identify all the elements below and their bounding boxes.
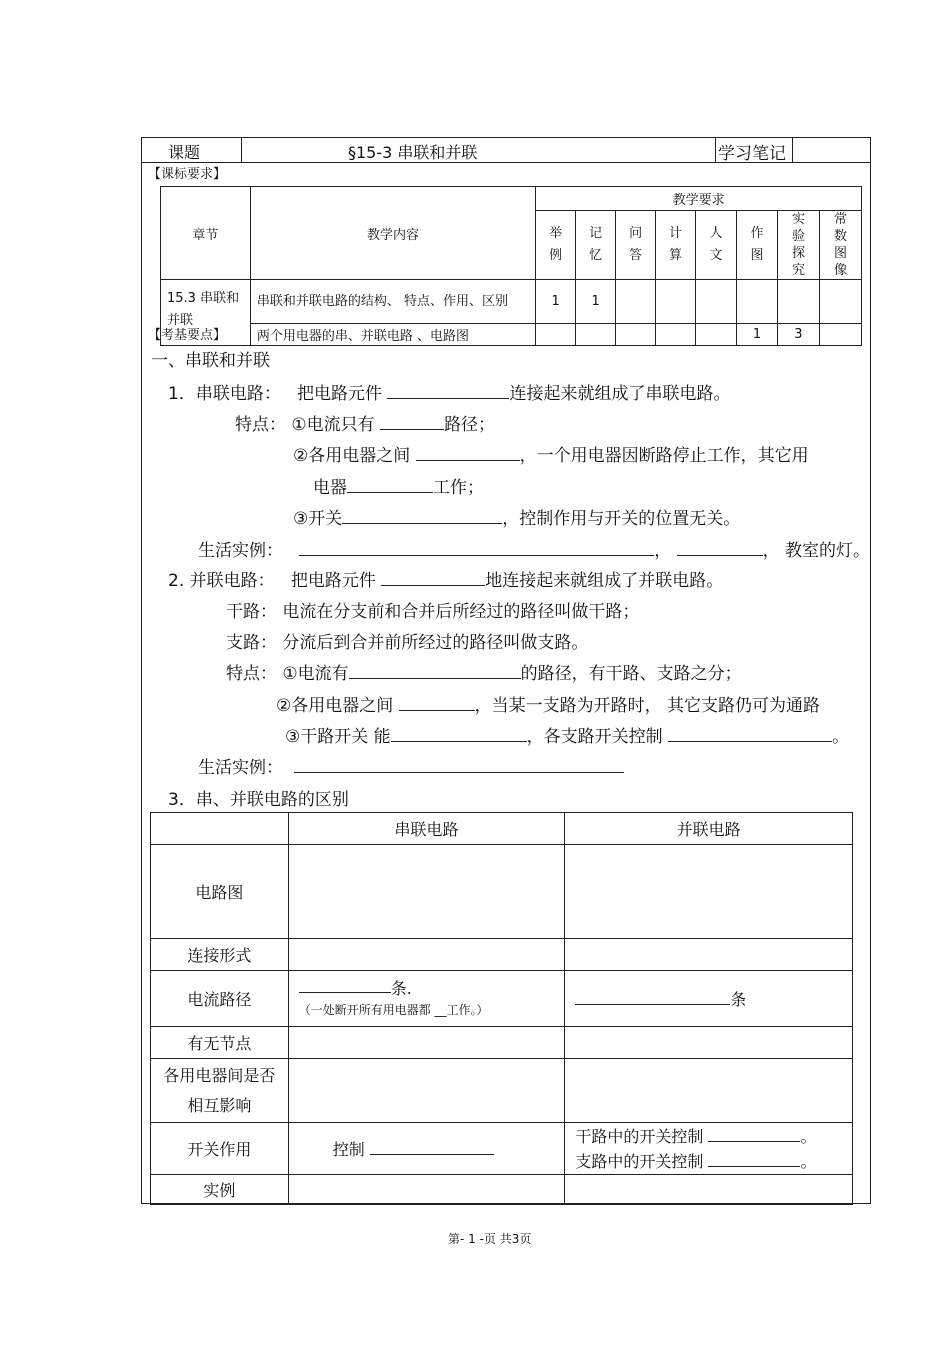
- cell[interactable]: [288, 845, 565, 939]
- cell-parallel-switch[interactable]: [565, 1123, 853, 1175]
- text: ，当某一支路为开路时， 其它支路仍可为通路: [474, 696, 821, 716]
- subcol: 常数图像: [819, 211, 861, 280]
- compare-table: [150, 812, 853, 1205]
- val: 1: [536, 280, 576, 324]
- blank-field[interactable]: [399, 692, 475, 711]
- series-feature-1: [235, 410, 495, 435]
- text: ， 教室的灯。: [762, 541, 871, 561]
- cell-series-switch[interactable]: [288, 1123, 565, 1175]
- text: ，各支路开关控制: [526, 727, 663, 747]
- blank-field[interactable]: [347, 474, 433, 493]
- chapter-name: 15.3 串联和并联: [161, 280, 251, 346]
- val: 3: [777, 324, 819, 346]
- corner-cell: [151, 813, 289, 845]
- text: 特点： ①电流有: [226, 664, 349, 684]
- life-example-2: [198, 753, 624, 778]
- parallel-label: 2. 并联电路：: [168, 571, 275, 591]
- blank-field[interactable]: [299, 976, 391, 994]
- parallel-feature-3: [285, 722, 849, 747]
- blank-field[interactable]: [380, 411, 444, 430]
- section-title: 一、串联和并联: [151, 351, 270, 371]
- path-note: （一处断开所有用电器都 __工作。）: [298, 1003, 489, 1018]
- text: 工作；: [433, 478, 484, 498]
- blank-field[interactable]: [677, 537, 763, 556]
- val: 1: [737, 324, 778, 346]
- parallel-feature-2: [276, 691, 820, 716]
- val: [656, 324, 696, 346]
- text: ，: [654, 541, 672, 561]
- cell[interactable]: [565, 1027, 853, 1059]
- series-feature-2b: [313, 473, 484, 498]
- cell[interactable]: [288, 1027, 565, 1059]
- cell[interactable]: [565, 845, 853, 939]
- blank-field[interactable]: [708, 1124, 800, 1142]
- text: 的路径，有干路、支路之分；: [520, 664, 742, 684]
- text: 条.: [390, 978, 412, 998]
- text: 。: [832, 727, 850, 747]
- blank-field[interactable]: [387, 380, 509, 399]
- row-interaction: 各用电器间是否相互影响: [151, 1059, 289, 1123]
- text: 连接起来就组成了串联电路。: [509, 384, 731, 404]
- row-diagram: 电路图: [151, 845, 289, 939]
- text: ①电流只有: [291, 415, 375, 435]
- series-label: 1．串联电路：: [168, 384, 281, 404]
- val: 1: [576, 280, 616, 324]
- blank-field[interactable]: [668, 723, 832, 742]
- subcol: 实验探究: [777, 211, 819, 280]
- text: 控制: [332, 1140, 365, 1159]
- cell[interactable]: [565, 939, 853, 971]
- row-content: 两个用电器的串、并联电路 、电路图: [250, 324, 535, 346]
- blank-field[interactable]: [370, 1137, 494, 1155]
- val: [696, 280, 737, 324]
- text: ③开关: [293, 509, 343, 529]
- parallel-line: [168, 566, 723, 591]
- series-line: [168, 379, 730, 404]
- val: [656, 280, 696, 324]
- val: [819, 280, 861, 324]
- val: [576, 324, 616, 346]
- col-parallel: 并联电路: [565, 813, 853, 845]
- col-series: 串联电路: [288, 813, 565, 845]
- header-label: 课题: [168, 143, 201, 162]
- row-example: 实例: [151, 1175, 289, 1205]
- blank-field[interactable]: [342, 505, 502, 524]
- subcol: 作图: [737, 211, 778, 280]
- series-feature-3: [293, 504, 740, 529]
- kebiao-table: [160, 186, 862, 346]
- life-example-1: [198, 536, 870, 561]
- row-connection: 连接形式: [151, 939, 289, 971]
- val: [616, 280, 656, 324]
- row-switch: 开关作用: [151, 1123, 289, 1175]
- cell[interactable]: [288, 939, 565, 971]
- text: 干路中的开关控制: [575, 1126, 704, 1146]
- header-divider-v1: [241, 137, 242, 163]
- blank-field[interactable]: [416, 442, 520, 461]
- kebiao-heading: 【课标要求】: [148, 167, 227, 182]
- text: 把电路元件: [297, 384, 383, 404]
- subcol: 计算: [656, 211, 696, 280]
- text: 特点：: [235, 415, 286, 435]
- cell[interactable]: [288, 1059, 565, 1123]
- cell-series-path[interactable]: [288, 971, 565, 1027]
- row-current-path: 电流路径: [151, 971, 289, 1027]
- text: ②各用电器之间: [276, 696, 394, 716]
- page-number: 第- 1 -页 共3页: [448, 1232, 532, 1246]
- blank-field[interactable]: [381, 567, 485, 586]
- col-chapter: 章节: [161, 187, 251, 280]
- blank-field[interactable]: [575, 987, 730, 1005]
- text: ③干路开关 能: [285, 727, 391, 747]
- subcol: 举例: [536, 211, 576, 280]
- branch-def: 支路： 分流后到合并前所经过的路径叫做支路。: [226, 633, 589, 653]
- cell[interactable]: [565, 1175, 853, 1205]
- text: 生活实例：: [198, 758, 283, 778]
- page-title: §15-3 串联和并联: [348, 143, 478, 162]
- col-req: 教学要求: [536, 187, 862, 211]
- val: [536, 324, 576, 346]
- text: 条: [730, 990, 747, 1009]
- notes-label: 学习笔记: [718, 144, 786, 164]
- row-node: 有无节点: [151, 1027, 289, 1059]
- section-3-title: 3．串、并联电路的区别: [168, 790, 349, 810]
- val: [777, 280, 819, 324]
- col-content: 教学内容: [250, 187, 535, 280]
- text: 。: [800, 1151, 817, 1171]
- text: 地连接起来就组成了并联电路。: [485, 571, 724, 591]
- text: 路径；: [444, 415, 496, 435]
- trunk-def: 干路： 电流在分支前和合并后所经过的路径叫做干路；: [226, 602, 640, 622]
- val: [737, 280, 778, 324]
- text: ，控制作用与开关的位置无关。: [502, 509, 741, 529]
- text: ，一个用电器因断路停止工作，其它用: [519, 446, 809, 466]
- text: 电器: [313, 478, 347, 498]
- text: 支路中的开关控制: [575, 1151, 704, 1171]
- val: [696, 324, 737, 346]
- blank-field[interactable]: [349, 660, 521, 679]
- subcol: 人文: [696, 211, 737, 280]
- text: 生活实例：: [198, 541, 283, 561]
- blank-field[interactable]: [708, 1149, 800, 1167]
- cell[interactable]: [288, 1175, 565, 1205]
- cell[interactable]: [565, 1059, 853, 1123]
- val: [819, 324, 861, 346]
- text: ②各用电器之间: [293, 446, 411, 466]
- blank-field[interactable]: [294, 754, 624, 773]
- text: 把电路元件: [290, 571, 376, 591]
- parallel-feature-1: [226, 659, 742, 684]
- kaoji-heading: 【考基要点】: [148, 328, 227, 343]
- blank-field[interactable]: [391, 723, 527, 742]
- series-feature-2: [293, 441, 809, 466]
- row-content: 串联和并联电路的结构、 特点、作用、区别: [250, 280, 535, 324]
- subcol: 问答: [616, 211, 656, 280]
- val: [616, 324, 656, 346]
- subcol: 记忆: [576, 211, 616, 280]
- text: 。: [800, 1126, 817, 1146]
- blank-field[interactable]: [299, 537, 654, 556]
- cell-parallel-path[interactable]: [565, 971, 853, 1027]
